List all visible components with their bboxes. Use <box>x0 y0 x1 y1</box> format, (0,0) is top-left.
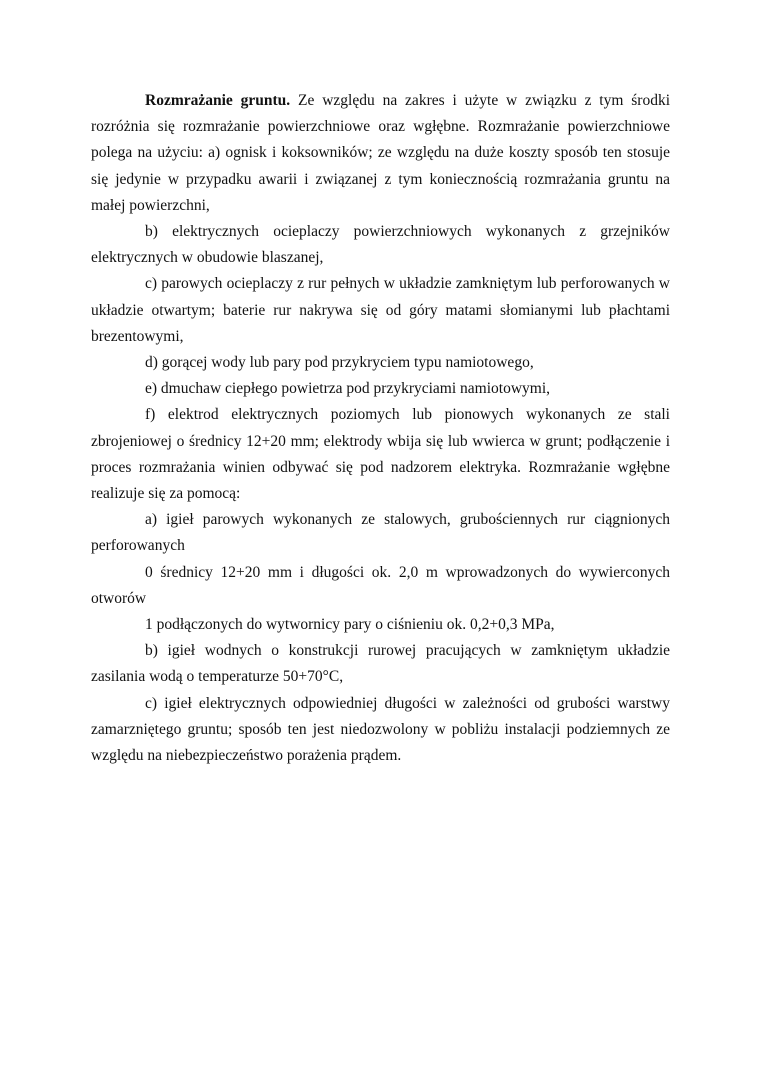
paragraph-item-e-blowers: e) dmuchaw ciepłego powietrza pod przykryciami namiotowymi, <box>145 380 551 398</box>
paragraph-item-b-water-needles: b) igieł wodnych o konstrukcji rurowej pracujących w zamkniętym układzie zasilania wodą o temperaturze 50+70°C, <box>91 642 670 686</box>
paragraph-item-f-electrodes: f) elektrod elektrycznych poziomych lub pionowych wykonanych ze stali zbrojeniowej o średnicy 12+20 mm; elektrody wbija się lub wwierca w grunt; podłączenie i proces rozmrażania winien odbywać się pod nadzorem elektryka. Rozmrażanie wgłębne realizuje się za pomocą: <box>91 406 670 503</box>
paragraph-item-c-electric-needles: c) igieł elektrycznych odpowiedniej długości w zależności od grubości warstwy zamarzniętego gruntu; sposób ten jest niedozwolony w pobliżu instalacji podziemnych ze względu na niebezpieczeństwo porażenia prądem. <box>91 694 670 765</box>
paragraph-item-a-steam-needles: a) igieł parowych wykonanych ze stalowych, grubościennych rur ciągnionych perforowanych <box>91 511 670 555</box>
section-title: Rozmrażanie gruntu. <box>145 92 291 109</box>
paragraph-pressure: 1 podłączonych do wytwornicy pary o ciśnieniu ok. 0,2+0,3 MPa, <box>145 616 555 634</box>
paragraph-item-d-hot-water: d) gorącej wody lub pary pod przykryciem typu namiotowego, <box>145 354 534 372</box>
document-page <box>91 88 670 769</box>
paragraph-item-b-surface: b) elektrycznych ocieplaczy powierzchniowych wykonanych z grzejników elektrycznych w obudowie blaszanej, <box>91 223 670 267</box>
paragraph-diameter: 0 średnicy 12+20 mm i długości ok. 2,0 m wprowadzonych do wywierconych otworów <box>91 563 670 607</box>
paragraph-intro-text: Ze względu na zakres i użyte w związku z tym środki rozróżnia się rozmrażanie powierzchniowe oraz wgłębne. Rozmrażanie powierzchniowe polega na użyciu: a) ognisk i koksowników; ze względu na duże koszty sposób ten stosuje się jedynie w przypadku awarii i związanej z tym koniecznością rozmrażania gruntu na małej powierzchni, <box>91 92 670 214</box>
paragraph-item-c-steam: c) parowych ocieplaczy z rur pełnych w układzie zamkniętym lub perforowanych w układzie otwartym; baterie rur nakrywa się od góry matami słomianymi lub płachtami brezentowymi, <box>91 275 670 345</box>
paragraph-intro <box>91 88 670 219</box>
